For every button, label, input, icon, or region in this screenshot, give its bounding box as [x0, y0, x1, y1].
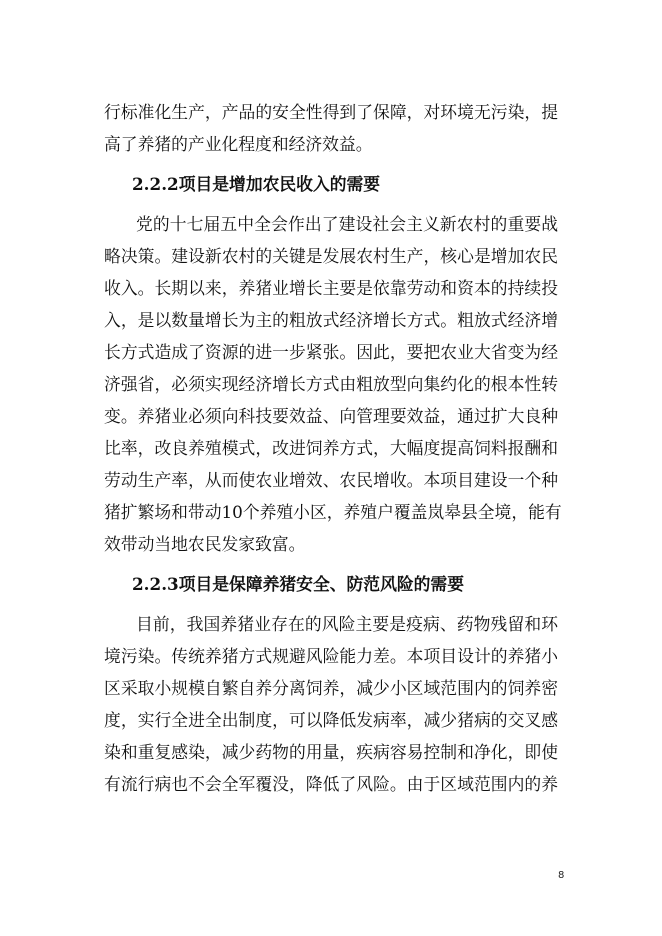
paragraph-line: 有流行病也不会全军覆没，降低了风险。由于区域范围内的养: [104, 774, 558, 794]
paragraph-line: 变。养猪业必须向科技要效益、向管理要效益，通过扩大良种: [104, 406, 558, 426]
paragraph-line: 猪扩繁场和带动10个养殖小区，养殖户覆盖岚皋县全境，能有: [104, 502, 562, 522]
paragraph-line: 境污染。传统养猪方式规避风险能力差。本项目设计的养猪小: [104, 646, 558, 666]
section-heading-2-2-3: 2.2.3项目是保障养猪安全、防范风险的需要: [132, 574, 464, 594]
paragraph-line: 目前，我国养猪业存在的风险主要是疫病、药物残留和环: [136, 614, 558, 634]
paragraph-line: 区采取小规模自繁自养分离饲养，减少小区域范围内的饲养密: [104, 678, 558, 698]
paragraph-line: 党的十七届五中全会作出了建设社会主义新农村的重要战: [136, 214, 558, 234]
paragraph-line: 劳动生产率，从而使农业增效、农民增收。本项目建设一个种: [104, 470, 558, 490]
paragraph-line: 高了养猪的产业化程度和经济效益。: [104, 134, 373, 154]
paragraph-line: 染和重复感染，减少药物的用量，疾病容易控制和净化，即使: [104, 742, 558, 762]
paragraph-line: 比率，改良养殖模式，改进饲养方式，大幅度提高饲料报酬和: [104, 438, 558, 458]
section-heading-2-2-2: 2.2.2项目是增加农民收入的需要: [132, 174, 381, 194]
paragraph-line: 效带动当地农民发家致富。: [104, 534, 306, 554]
paragraph-line: 度，实行全进全出制度，可以降低发病率，减少猪病的交叉感: [104, 710, 558, 730]
paragraph-line: 济强省，必须实现经济增长方式由粗放型向集约化的根本性转: [104, 374, 558, 394]
page-number: 8: [558, 870, 565, 881]
paragraph-line: 长方式造成了资源的进一步紧张。因此，要把农业大省变为经: [104, 342, 558, 362]
paragraph-line: 行标准化生产，产品的安全性得到了保障，对环境无污染，提: [104, 102, 558, 122]
paragraph-line: 入，是以数量增长为主的粗放式经济增长方式。粗放式经济增: [104, 310, 558, 330]
paragraph-line: 收入。长期以来，养猪业增长主要是依靠劳动和资本的持续投: [104, 278, 558, 298]
paragraph-line: 略决策。建设新农村的关键是发展农村生产，核心是增加农民: [104, 246, 558, 266]
